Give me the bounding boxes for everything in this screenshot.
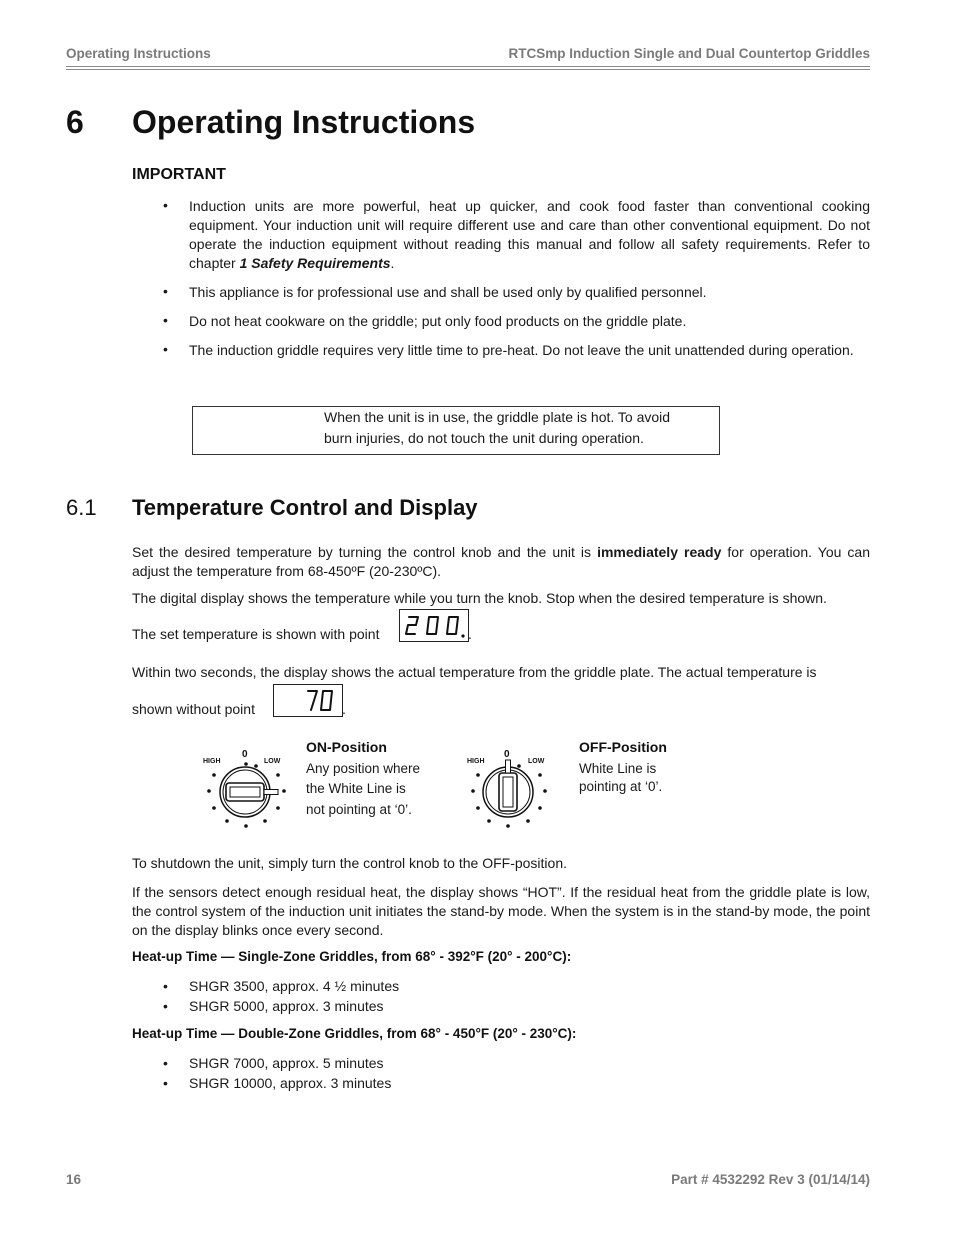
list-item: SHGR 3500, approx. 4 ½ minutes <box>189 978 400 994</box>
knob-label-low: LOW <box>264 758 281 765</box>
important-heading: IMPORTANT <box>132 166 226 183</box>
header-rule <box>66 66 870 67</box>
part-number: Part # 4532292 Rev 3 (01/14/14) <box>671 1172 870 1187</box>
knob-label-zero: 0 <box>504 749 510 760</box>
emphasis-immediately-ready: immediately ready <box>597 544 722 560</box>
paragraph-digital-display: The digital display shows the temperature while you turn the knob. Stop when the desired temperature is shown. <box>132 590 827 606</box>
off-position-line-1: White Line is <box>579 761 657 776</box>
running-header-right: RTCSmp Induction Single and Dual Countertop Griddles <box>508 46 870 61</box>
important-bullet-2: This appliance is for professional use and shall be used only by qualified personnel. <box>189 284 707 300</box>
off-position-title: OFF-Position <box>579 739 667 755</box>
page-number: 16 <box>66 1172 82 1187</box>
chapter-title: Operating Instructions <box>132 104 476 140</box>
bullet-icon: • <box>163 998 168 1014</box>
paragraph-shutdown: To shutdown the unit, simply turn the control knob to the OFF-position. <box>132 855 567 871</box>
off-position-line-2: pointing at ‘0’. <box>579 779 663 794</box>
knob-off-position-diagram <box>462 742 557 837</box>
bullet-icon: • <box>163 197 168 213</box>
on-position-line-1: Any position where <box>306 761 421 776</box>
knob-label-high: HIGH <box>203 758 221 765</box>
paragraph-text: Set the desired temperature by turning the control knob and the unit is <box>132 544 598 560</box>
set-temperature-text: The set temperature is shown with point <box>132 626 380 642</box>
knob-on-position-diagram <box>198 742 293 837</box>
warning-line-1: When the unit is in use, the griddle plate is hot. To avoid <box>324 409 671 425</box>
paragraph-residual-heat: If the sensors detect enough residual heat, the display shows “HOT”. If the residual heat from the griddle plate is low, the control system of the induction unit initiates the stand-by mode. When the system is in the stand-by mode, the point on the display blinks once every second. <box>132 884 870 938</box>
lcd-display-set-temperature <box>399 609 469 642</box>
paragraph-actual-temperature: Within two seconds, the display shows the actual temperature from the griddle plate. The actual temperature is <box>132 664 817 680</box>
list-item: SHGR 5000, approx. 3 minutes <box>189 998 384 1014</box>
bullet-icon: • <box>163 283 168 299</box>
bullet-icon: • <box>163 1055 168 1071</box>
on-position-title: ON-Position <box>306 739 387 755</box>
lcd-display-actual-temperature <box>273 684 343 717</box>
warning-line-2: burn injuries, do not touch the unit during operation. <box>324 430 644 446</box>
section-title: Temperature Control and Display <box>132 495 478 520</box>
on-position-line-3: not pointing at ‘0’. <box>306 802 412 817</box>
heatup-single-heading: Heat-up Time — Single-Zone Griddles, from 68° - 392°F (20° - 200°C): <box>132 949 572 964</box>
bullet-icon: • <box>163 312 168 328</box>
knob-label-high: HIGH <box>467 758 485 765</box>
chapter-reference: 1 Safety Requirements <box>239 255 391 271</box>
knob-label-zero: 0 <box>242 749 248 760</box>
list-item: SHGR 10000, approx. 3 minutes <box>189 1075 392 1091</box>
knob-label-low: LOW <box>528 758 545 765</box>
header-rule <box>66 69 870 70</box>
chapter-number: 6 <box>66 104 84 140</box>
important-bullet-3: Do not heat cookware on the griddle; put only food products on the griddle plate. <box>189 313 687 329</box>
heatup-double-heading: Heat-up Time — Double-Zone Griddles, from 68° - 450°F (20° - 230°C): <box>132 1026 577 1041</box>
important-bullet-4: The induction griddle requires very little time to pre-heat. Do not leave the unit unattended during operation. <box>189 342 854 358</box>
bullet-text: Induction units are more powerful, heat up quicker, and cook food faster than conventional cooking equipment. Your induction unit will require different use and care than other conventional equipment. Do not operate the induction equipment without reading this manual and follow all safety requirements. Refer to chapter <box>189 198 870 271</box>
bullet-text-end: . <box>390 255 395 271</box>
list-item: SHGR 7000, approx. 5 minutes <box>189 1055 384 1071</box>
sentence-end: . <box>342 701 346 717</box>
paragraph-temperature-setting <box>132 543 870 581</box>
bullet-icon: • <box>163 341 168 357</box>
bullet-icon: • <box>163 978 168 994</box>
actual-temperature-text: shown without point <box>132 701 255 717</box>
sentence-end: . <box>468 626 472 642</box>
important-bullet-1 <box>189 197 870 273</box>
paragraph-text: for operation. You can adjust the temperature from 68-450ºF (20-230ºC). <box>132 544 871 579</box>
section-number: 6.1 <box>66 495 97 520</box>
on-position-line-2: the White Line is <box>306 781 406 796</box>
running-header-left: Operating Instructions <box>66 46 211 61</box>
bullet-icon: • <box>163 1075 168 1091</box>
